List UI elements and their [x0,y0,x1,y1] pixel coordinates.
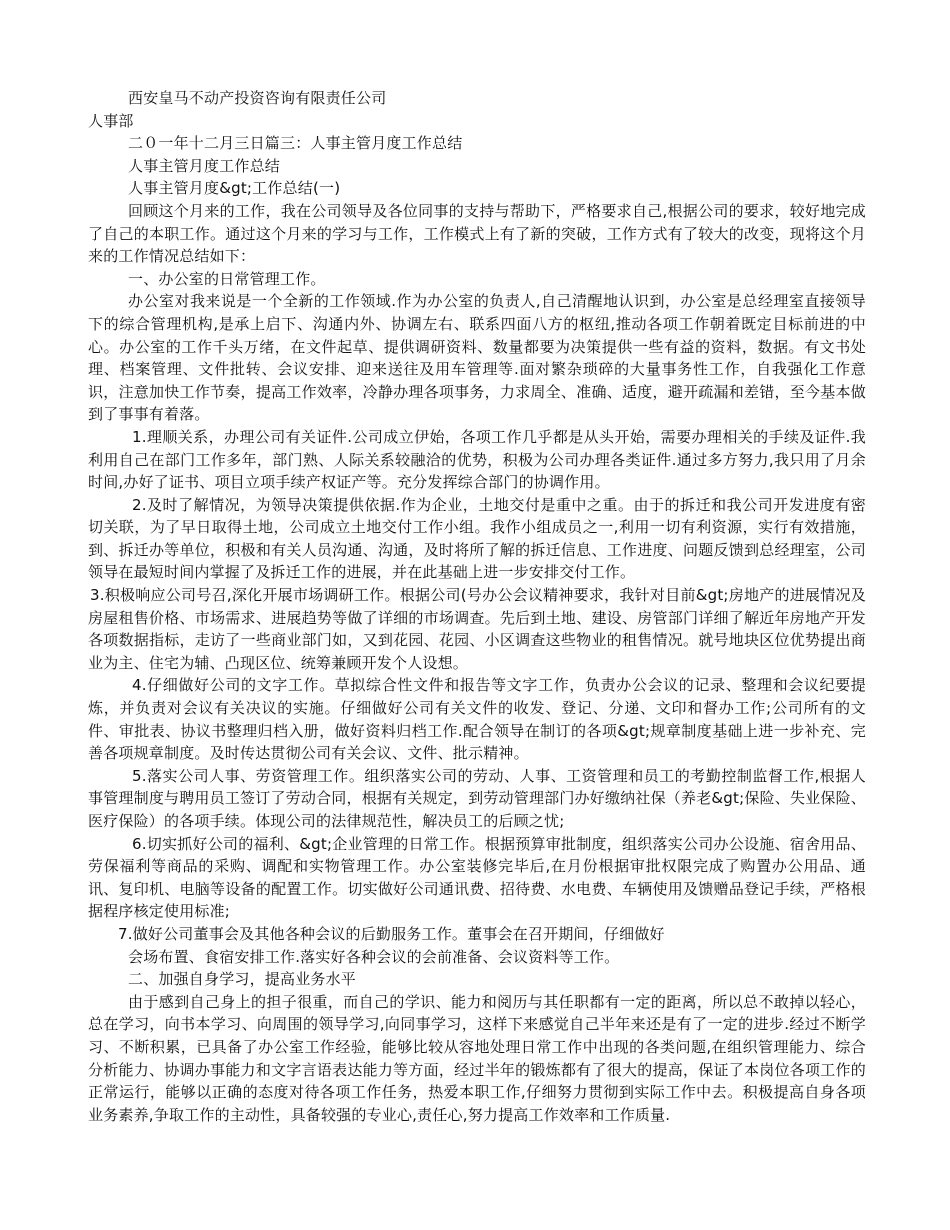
section-heading-2: 二、加强自身学习，提高业务水平 [128,970,357,989]
company-name: 西安皇马不动产投资咨询有限责任公司 [128,89,387,107]
item-7-paragraph: 7.做好公司董事会及其他各种会议的后勤服务工作。董事会在召开期间，仔细做好 [118,924,665,943]
department: 人事部 [88,111,134,130]
item-2-paragraph: 2.及时了解情况，为领导决策提供依据.作为企业，土地交付是重中之重。由于的拆迁和我公司开发进度有密切关联，为了早日取得土地，公司成立土地交付工作小组。我作小组成员之一,利用一切有利资源，实行有效措施，到、拆迁办等单位，积极和有关人员沟通、沟通，及时将所了解的拆迁信息、工作进度、问题反馈到总经理室，公司领导在最短时间内掌握了及拆迁工作的进展，并在此基础上进一步安排交付工作。 [88,495,866,582]
section-2-paragraph: 由于感到自己身上的担子很重，而自己的学识、能力和阅历与其任职都有一定的距离，所以总不敢掉以轻心，总在学习，向书本学习、向周围的领导学习,向同事学习，这样下来感觉自己半年来还是有了一定的进步.经过不断学习、不断积累，已具备了办公室工作经验，能够比较从容地处理日常工作中出现的各类问题,在组织管理能力、综合分析能力、协调办事能力和文字言语表达能力等方面，经过半年的锻炼都有了很大的提高，保证了本岗位各项工作的正常运行，能够以正确的态度对待各项工作任务，热爱本职工作,仔细努力贯彻到实际工作中去。积极提高自身各项业务素养,争取工作的主动性，具备较强的专业心,责任心,努力提高工作效率和工作质量. [88,992,866,1124]
item-3-paragraph: 3.积极响应公司号召,深化开展市场调研工作。根据公司(号办公会议精神要求，我针对目前&gt;房地产的进展情况及房屋租售价格、市场需求、进展趋势等做了详细的市场调查。先后到土地、建设、房管部门详细了解近年房地产开发各项数据指标，走访了一些商业部门如，又到花园、花园、小区调查这些物业的租售情况。就号地块区位优势提出商业为主、住宅为辅、凸现区位、统筹兼顾开发个人设想。 [88,586,866,672]
item-7-continuation: 会场布置、食宿安排工作.落实好各种会议的会前准备、会议资料等工作。 [128,947,620,966]
item-6-paragraph: 6.切实抓好公司的福利、&gt;企业管理的日常工作。根据预算审批制度，组织落实公司办公设施、宿舍用品、劳保福利等商品的采购、调配和实物管理工作。办公室装修完毕后,在月份根据审批权限完成了购置办公用品、通讯、复印机、电脑等设备的配置工作。切实做好公司通讯费、招待费、水电费、车辆使用及馈赠品登记手续，严格根据程序核定使用标准; [88,834,866,921]
article-subtitle: 人事主管月度&gt;工作总结(一) [128,179,341,198]
document-body [88,87,866,1126]
item-4-paragraph: 4.仔细做好公司的文字工作。草拟综合性文件和报告等文字工作，负责办公会议的记录、整理和会议纪要提炼，并负责对会议有关决议的实施。仔细做好公司有关文件的收发、登记、分递、文印和督办工作;公司所有的文件、审批表、协议书整理归档入册，做好资料归档工作.配合领导在制订的各项&gt;规章制度基础上进一步补充、完善各项规章制度。及时传达贯彻公司有关会议、文件、批示精神。 [88,676,866,763]
section-1-paragraph: 办公室对我来说是一个全新的工作领域.作为办公室的负责人,自己清醒地认识到，办公室是总经理室直接领导下的综合管理机构,是承上启下、沟通内外、协调左右、联系四面八方的枢纽,推动各项工作朝着既定目标前进的中心。办公室的工作千头万绪，在文件起草、提供调研资料、数量都要为决策提供一些有益的资料，数据。有文书处理、档案管理、文件批转、会议安排、迎来送往及用车管理等.面对繁杂琐碎的大量事务性工作，自我强化工作意识，注意加快工作节奏，提高工作效率，冷静办理各项事务，力求周全、准确、适度，避开疏漏和差错，至今基本做到了事事有着落。 [88,292,866,424]
section-heading-1: 一、办公室的日常管理工作。 [128,269,326,288]
item-1-paragraph: 1.理顺关系，办理公司有关证件.公司成立伊始，各项工作几乎都是从头开始，需要办理相关的手续及证件.我利用自己在部门工作多年，部门熟、人际关系较融洽的优势，积极为公司办理各类证件.通过多方努力,我只用了月余时间,办好了证书、项目立项手续产权证产等。充分发挥综合部门的协调作用。 [88,427,866,492]
item-5-paragraph: 5.落实公司人事、劳资管理工作。组织落实公司的劳动、人事、工资管理和员工的考勤控制监督工作,根据人事管理制度与聘用员工签订了劳动合同，根据有关规定，到劳动管理部门办好缴纳社保（养老&gt;保险、失业保险、医疗保险）的各项手续。体现公司的法律规范性，解决员工的后顾之忧; [88,766,866,830]
article-title: 人事主管月度工作总结 [128,156,281,175]
date-and-section-title: 二０一年十二月三日篇三：人事主管月度工作总结 [128,134,463,153]
intro-paragraph: 回顾这个月来的工作，我在公司领导及各位同事的支持与帮助下，严格要求自己,根据公司的要求，较好地完成了自己的本职工作。通过这个月来的学习与工作，工作模式上有了新的突破，工作方式有了较大的改变，现将这个月来的工作情况总结如下： [88,201,866,266]
